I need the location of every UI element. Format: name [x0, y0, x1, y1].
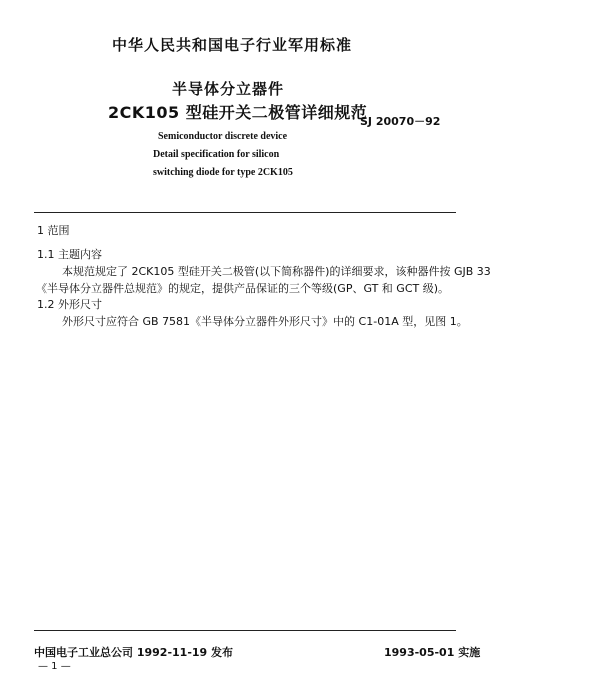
title-cn-line1: 半导体分立器件	[172, 80, 285, 98]
issue-date: 中国电子工业总公司 1992-11-19 发布	[34, 646, 234, 659]
section1-2-heading: 1.2 外形尺寸	[37, 298, 102, 311]
bottom-divider	[34, 630, 456, 631]
section1-heading: 1 范围	[37, 224, 70, 237]
title-en-line2: Detail specification for silicon	[153, 149, 280, 160]
section1-1-paragraph-line2: 《半导体分立器件总规范》的规定，提供产品保证的三个等级(GP、GT 和 GCT 级)。	[36, 282, 450, 295]
standard-category-header: 中华人民共和国电子行业军用标准	[112, 36, 353, 54]
section1-2-paragraph: 外形尺寸应符合 GB 7581《半导体分立器件外形尺寸》中的 C1-01A 型，见图 1。	[62, 315, 468, 328]
section1-1-heading: 1.1 主题内容	[37, 248, 102, 261]
title-en-line3: switching diode for type 2CK105	[153, 167, 293, 178]
page-number: — 1 —	[38, 661, 71, 672]
effective-date: 1993-05-01 实施	[384, 646, 481, 659]
top-divider	[34, 212, 456, 213]
title-en-line1: Semiconductor discrete device	[158, 131, 288, 142]
section1-1-paragraph-line1: 本规范规定了 2CK105 型硅开关二极管(以下简称器件)的详细要求，该种器件按 GJB 33	[62, 265, 491, 278]
title-cn-line2: 2CK105 型硅开关二极管详细规范	[108, 103, 368, 122]
standard-code: SJ 20070－92	[360, 115, 441, 128]
